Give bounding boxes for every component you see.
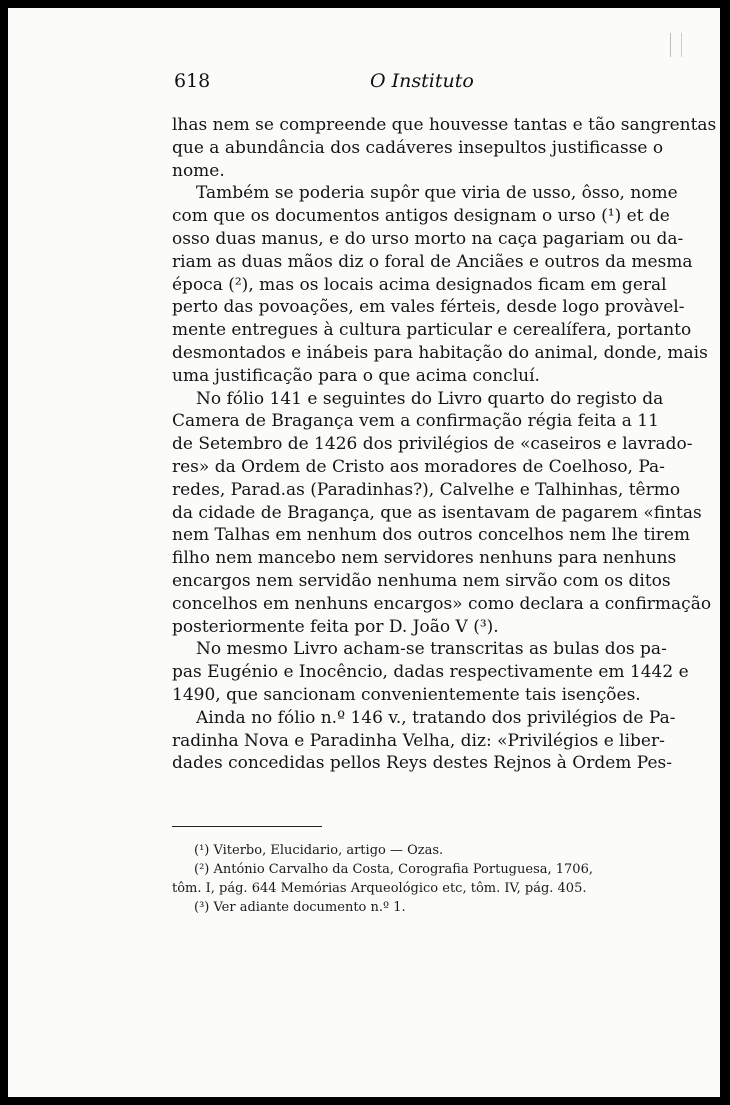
body-text <box>172 114 717 775</box>
text-line: osso duas manus, e do urso morto na caça pagariam ou da- <box>172 228 684 249</box>
text-line: 1490, que sancionam convenientemente tais isenções. <box>172 684 641 705</box>
text-line: nome. <box>172 160 225 181</box>
text-line: No mesmo Livro acham-se transcritas as bulas dos pa- <box>196 639 667 660</box>
text-line: filho nem mancebo nem servidores nenhuns para nenhuns <box>172 548 677 569</box>
text-line: que a abundância dos cadáveres insepultos justificasse o <box>172 137 664 158</box>
text-line: posteriormente feita por D. João V (³). <box>172 616 499 637</box>
text-line: da cidade de Bragança, que as isentavam de pagarem «fintas <box>172 502 702 523</box>
text-line: riam as duas mãos diz o foral de Anciães e outros da mesma <box>172 251 693 272</box>
text-line: com que os documentos antigos designam o urso (¹) et de <box>172 206 670 227</box>
footnote: (²) António Carvalho da Costa, Corografia Portuguesa, 1706, <box>194 862 593 877</box>
footnote-divider <box>172 826 322 827</box>
scan-edge-mark <box>670 33 682 57</box>
text-line: dades concedidas pellos Reys destes Rejnos à Ordem Pes- <box>172 753 673 774</box>
text-line: pas Eugénio e Inocêncio, dadas respectivamente em 1442 e <box>172 662 689 683</box>
text-line: redes, Parad.as (Paradinhas?), Calvelhe e Talhinhas, têrmo <box>172 479 681 500</box>
text-line: Também se poderia supôr que viria de usso, ôsso, nome <box>196 183 678 204</box>
text-line: concelhos em nenhuns encargos» como declara a confirmação <box>172 593 712 614</box>
text-line: No fólio 141 e seguintes do Livro quarto do registo da <box>196 388 664 409</box>
text-line: Camera de Bragança vem a confirmação régia feita a 11 <box>172 411 659 432</box>
footnote: (³) Ver adiante documento n.º 1. <box>194 900 406 915</box>
footnote-continuation: tôm. I, pág. 644 Memórias Arqueológico etc, tôm. IV, pág. 405. <box>172 881 587 896</box>
text-line: lhas nem se compreende que houvesse tantas e tão sangrentas <box>172 115 717 135</box>
text-line: encargos nem servidão nenhuma nem sirvão com os ditos <box>172 570 671 591</box>
footnote: (¹) Viterbo, Elucidario, artigo — Ozas. <box>194 843 444 858</box>
text-line: perto das povoações, em vales férteis, desde logo provàvel- <box>172 297 685 318</box>
text-line: nem Talhas em nenhum dos outros concelhos nem lhe tirem <box>172 525 691 546</box>
footnotes <box>172 841 650 917</box>
text-line: época (²), mas os locais acima designados ficam em geral <box>172 274 667 295</box>
text-line: radinha Nova e Paradinha Velha, diz: «Privilégios e liber- <box>172 730 665 751</box>
text-line: de Setembro de 1426 dos privilégios de «caseiros e lavrado- <box>172 434 693 455</box>
page-scan <box>8 8 720 1097</box>
text-line: Ainda no fólio n.º 146 v., tratando dos privilégios de Pa- <box>196 707 676 728</box>
text-line: uma justificação para o que acima concluí. <box>172 365 540 386</box>
page-number: 618 <box>174 70 211 92</box>
running-title: O Instituto <box>370 70 474 92</box>
text-line: res» da Ordem de Cristo aos moradores de Coelhoso, Pa- <box>172 456 665 477</box>
text-line: desmontados e inábeis para habitação do animal, donde, mais <box>172 342 708 363</box>
text-line: mente entregues à cultura particular e cerealífera, portanto <box>172 320 692 341</box>
